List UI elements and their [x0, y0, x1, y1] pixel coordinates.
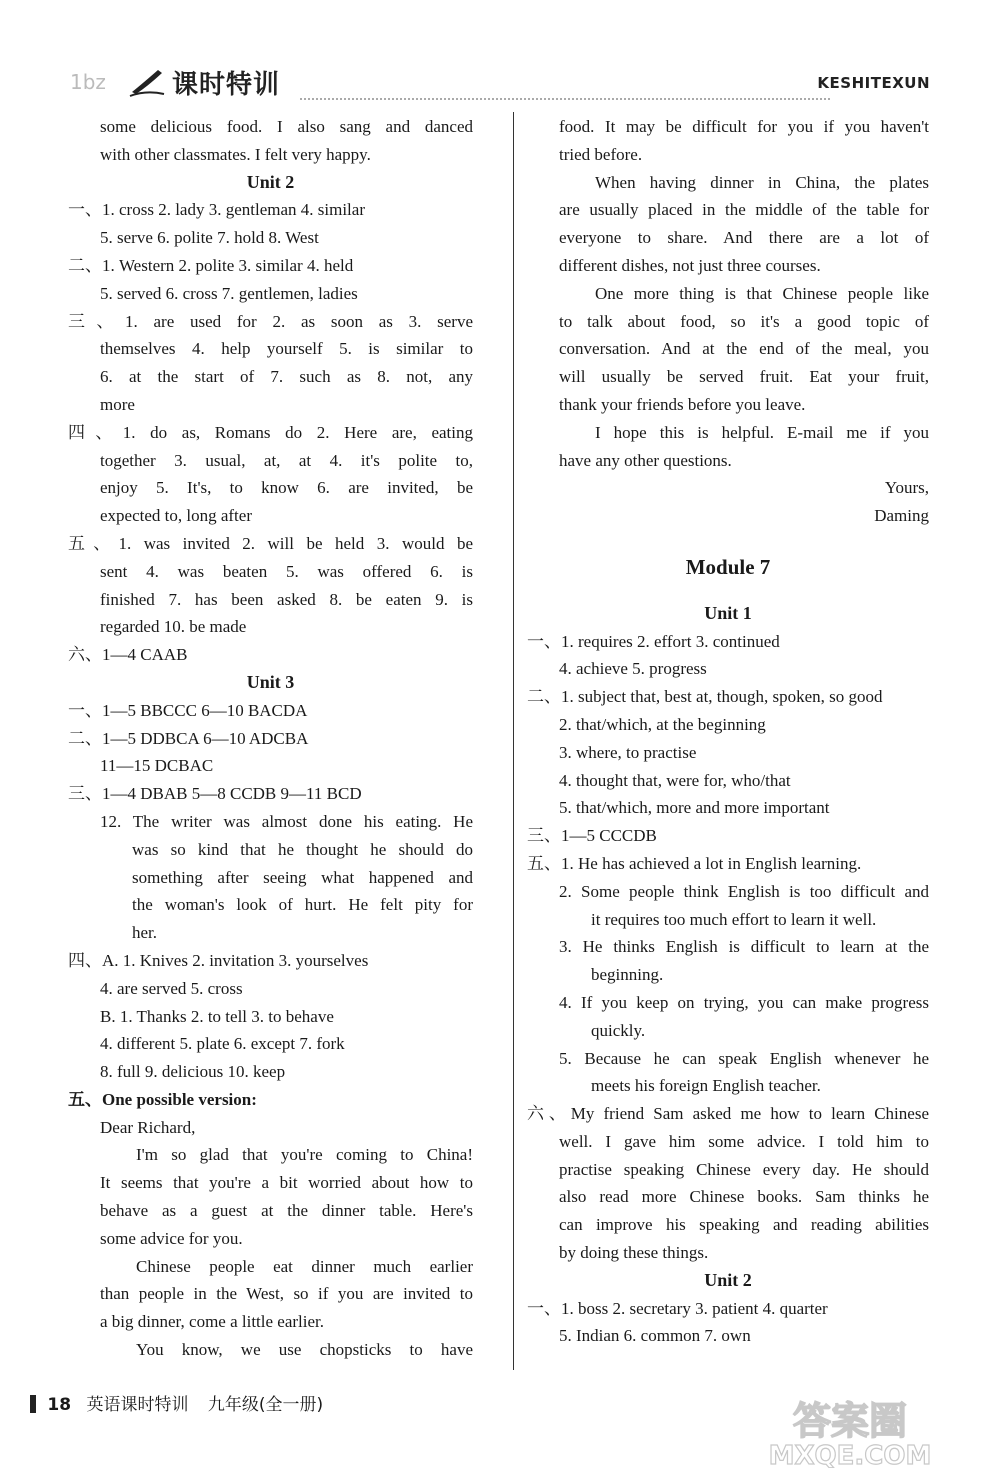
text-line: thank your friends before you leave. — [559, 394, 806, 414]
text-line: 5. that/which, more and more important — [559, 798, 830, 818]
text-line: to talk about food, so it's a good topic of — [559, 311, 929, 331]
text-line: I hope this is helpful. E-mail me if you — [595, 422, 929, 442]
text-line: themselves 4. help yourself 5. is similar to — [100, 339, 473, 359]
text-line: 5. Indian 6. common 7. own — [559, 1326, 751, 1346]
text-line: was so kind that he thought he should do — [132, 839, 473, 859]
text-line: 4. If you keep on trying, you can make progress — [559, 992, 929, 1012]
left-column — [68, 113, 473, 1364]
spacer — [527, 530, 929, 554]
text-line: Daming — [874, 506, 929, 526]
text-line: 一、1. requires 2. effort 3. continued — [527, 631, 780, 651]
text-line: can improve his speaking and reading abilities — [559, 1215, 929, 1235]
text-line: everyone to share. And there are a lot of — [559, 228, 929, 248]
text-line: tried before. — [559, 144, 643, 164]
text-line: behave as a guest at the dinner table. Here's — [100, 1201, 473, 1221]
text-line: I'm so glad that you're coming to China! — [136, 1145, 473, 1165]
text-line: Dear Richard, — [100, 1117, 196, 1137]
text-line: more — [100, 394, 135, 414]
logo — [70, 62, 310, 102]
text-line: the woman's look of hurt. He felt pity for — [132, 895, 473, 915]
text-line: something after seeing what happened and — [132, 867, 473, 887]
text-line: together 3. usual, at, at 4. it's polite to, — [100, 450, 473, 470]
footer-mark — [30, 1395, 36, 1413]
text-line: 5. Because he can speak English whenever he — [559, 1048, 929, 1068]
watermark-top: 答案圈 — [792, 1399, 908, 1443]
page-header — [0, 0, 1000, 110]
text-line: will usually be served fruit. Eat your fruit, — [559, 367, 929, 387]
text-line: food. It may be difficult for you if you haven't — [559, 117, 929, 136]
text-line: 六、1—4 CAAB — [68, 645, 188, 665]
right-column — [527, 113, 929, 1350]
text-line: Yours, — [884, 478, 929, 498]
text-line: conversation. And at the end of the meal, you — [559, 339, 929, 359]
text-line: enjoy 5. It's, to know 6. are invited, be — [100, 478, 473, 498]
logo-text: 课时特训 — [172, 70, 281, 100]
text-line: 四、1. do as, Romans do 2. Here are, eating — [68, 422, 473, 442]
text-line: 5. serve 6. polite 7. hold 8. West — [100, 228, 319, 248]
text-line: 3. where, to practise — [559, 742, 697, 762]
column-divider — [513, 112, 514, 1370]
watermark-bottom: MXQE.COM — [768, 1441, 932, 1468]
text-line: 五、1. He has achieved a lot in English learning. — [527, 853, 862, 873]
text-line: 11—15 DCBAC — [100, 756, 214, 776]
section-heading: Unit 1 — [704, 602, 752, 623]
page-number: 18 — [47, 1395, 72, 1415]
text-line: 5. served 6. cross 7. gentlemen, ladies — [100, 283, 358, 303]
brand-name: KESHITEXUN — [817, 74, 930, 92]
text-line: 3. He thinks English is difficult to learn at the — [559, 937, 929, 957]
text-line: well. I gave him some advice. I told him to — [559, 1131, 929, 1151]
section-heading: Module 7 — [685, 554, 771, 579]
text-line: 六、My friend Sam asked me how to learn Chinese — [527, 1104, 929, 1124]
text-line: 2. that/which, at the beginning — [559, 714, 766, 734]
text-line: with other classmates. I felt very happy. — [100, 144, 371, 164]
text-line: 6. at the start of 7. such as 8. not, any — [100, 367, 473, 387]
text-line: 五、One possible version: — [68, 1089, 257, 1109]
text-line: a big dinner, come a little earlier. — [100, 1312, 325, 1332]
header-dotted-line — [300, 98, 830, 100]
text-line: 二、1. Western 2. polite 3. similar 4. held — [68, 255, 354, 275]
text-line: 四、A. 1. Knives 2. invitation 3. yourselves — [68, 950, 369, 970]
text-line: also read more Chinese books. Sam thinks he — [559, 1187, 929, 1207]
text-line: When having dinner in China, the plates — [595, 172, 929, 192]
section-heading: Unit 3 — [246, 671, 295, 692]
text-line: 4. are served 5. cross — [100, 978, 243, 998]
text-line: some advice for you. — [100, 1228, 243, 1248]
text-line: by doing these things. — [559, 1243, 709, 1263]
text-line: 一、1. boss 2. secretary 3. patient 4. quarter — [527, 1298, 828, 1318]
text-line: 2. Some people think English is too difficult and — [559, 881, 929, 901]
spacer — [527, 582, 929, 600]
text-line: 4. different 5. plate 6. except 7. fork — [100, 1034, 345, 1054]
text-line: are usually placed in the middle of the table for — [559, 200, 929, 220]
text-line: B. 1. Thanks 2. to tell 3. to behave — [100, 1006, 334, 1026]
text-line: practise speaking Chinese every day. He should — [559, 1159, 929, 1179]
text-line: finished 7. has been asked 8. be eaten 9. is — [100, 589, 473, 609]
text-line: 一、1—5 BBCCC 6—10 BACDA — [68, 700, 308, 720]
page-footer — [30, 1390, 323, 1415]
text-line: 三、1—4 DBAB 5—8 CCDB 9—11 BCD — [68, 784, 362, 804]
text-line: 三、1—5 CCCDB — [527, 826, 657, 846]
text-line: some delicious food. I also sang and danced — [100, 117, 473, 136]
text-line: meets his foreign English teacher. — [591, 1076, 821, 1096]
text-line: regarded 10. be made — [100, 617, 247, 637]
section-heading: Unit 2 — [704, 1269, 752, 1290]
text-line: quickly. — [591, 1020, 646, 1040]
text-line: 二、1—5 DDBCA 6—10 ADCBA — [68, 728, 309, 748]
text-line: have any other questions. — [559, 450, 732, 470]
text-line: 三、1. are used for 2. as soon as 3. serve — [68, 311, 473, 331]
text-line: 4. thought that, were for, who/that — [559, 770, 791, 790]
text-line: 二、1. subject that, best at, though, spoken, so good — [527, 687, 883, 707]
text-line: her. — [132, 923, 158, 943]
text-line: One more thing is that Chinese people like — [595, 283, 929, 303]
logo-faint-text: 1bz — [70, 70, 106, 94]
text-line: sent 4. was beaten 5. was offered 6. is — [100, 561, 473, 581]
text-line: 五、1. was invited 2. will be held 3. would be — [68, 533, 473, 553]
watermark — [740, 1392, 960, 1468]
pen-icon — [128, 64, 168, 98]
text-line: it requires too much effort to learn it well. — [591, 909, 877, 929]
text-line: You know, we use chopsticks to have — [136, 1340, 473, 1360]
text-line: 4. achieve 5. progress — [559, 659, 707, 679]
grade-label: 九年级(全一册) — [207, 1395, 324, 1415]
section-heading: Unit 2 — [246, 171, 295, 192]
text-line: different dishes, not just three courses. — [559, 255, 821, 275]
text-line: 12. The writer was almost done his eating. He — [100, 811, 473, 831]
text-line: 一、1. cross 2. lady 3. gentleman 4. similar — [68, 200, 365, 220]
text-line: expected to, long after — [100, 506, 252, 526]
book-title: 英语课时特训 — [86, 1395, 189, 1415]
text-line: 8. full 9. delicious 10. keep — [100, 1062, 286, 1082]
text-line: Chinese people eat dinner much earlier — [136, 1256, 473, 1276]
text-line: than people in the West, so if you are invited to — [100, 1284, 473, 1304]
text-line: It seems that you're a bit worried about how to — [100, 1173, 473, 1193]
text-line: beginning. — [591, 965, 664, 985]
